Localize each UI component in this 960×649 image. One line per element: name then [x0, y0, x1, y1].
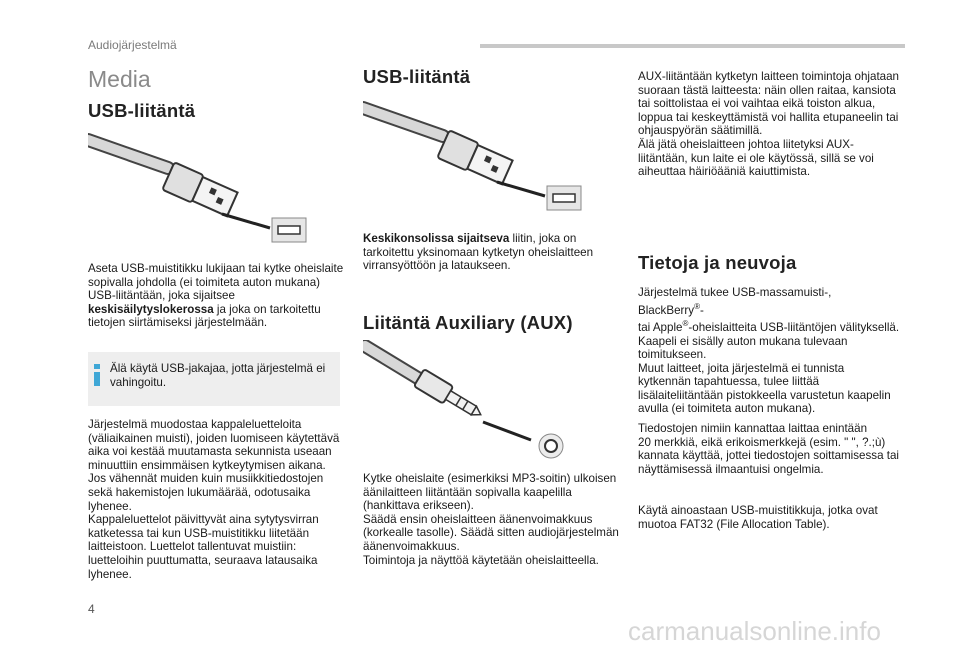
section-label: Audiojärjestelmä [88, 38, 177, 52]
info-box [88, 352, 340, 406]
tips-fat32: Käytä ainoastaan USB-muistitikkuja, jotka ovat muotoa FAT32 (File Allocation Table). [638, 504, 878, 531]
usb-heading-col1: USB-liitäntä [88, 100, 196, 121]
svg-text:carmanualsonline.info: carmanualsonline.info [628, 616, 881, 646]
aux-jack-illustration [363, 340, 603, 460]
page-number: 4 [88, 602, 95, 616]
page-title: Media [88, 66, 151, 92]
tips-filenames: Tiedostojen nimiin kannattaa laittaa enintään 20 merkkiä, eikä erikoismerkkejä (esim. " ", ?.;ù) kannata käyttää, jottei tiedostojen soittamisessa tai näyttämisessä ilmaantuisi ongelmia. [638, 422, 900, 476]
usb-plug-illustration [88, 128, 328, 246]
info-icon [94, 364, 100, 386]
usb-plug-illustration-2 [363, 96, 603, 214]
tips-heading: Tietoja ja neuvoja [638, 252, 797, 273]
tips-compatibility: Järjestelmä tukee USB-massamuisti-, BlackBerry®- tai Apple®-oheislaitteita USB-liitäntöjen välityksellä. Kaapeli ei sisälly auton mukana tulevaan toimitukseen. Muut laitteet, joita järjestelmä ei tunnista kytkennän tapahtuessa, tulee liittää lisälaiteliitäntään pistokkeella varustetun kaapelin avulla (ei toimiteta auton mukana). [638, 286, 900, 416]
usb-charging-description: Keskikonsolissa sijaitseva liitin, joka on tarkoitettu yksinomaan kytketyn oheislaitteen virransyöttöön ja lataukseen. [363, 232, 594, 273]
aux-heading: Liitäntä Auxiliary (AUX) [363, 312, 573, 333]
usb-description: Aseta USB-muistitikku lukijaan tai kytke oheislaite sopivalla johdolla (ei toimiteta auton mukana) USB-liitäntään, joka sijaitsee keskisäilytyslokerossa ja joka on tarkoitettu tietojen siirtämiseksi järjestelmään. [88, 262, 344, 330]
info-text: Älä käytä USB-jakajaa, jotta järjestelmä ei vahingoitu. [110, 362, 326, 389]
aux-description: Kytke oheislaite (esimerkiksi MP3-soitin) ulkoisen äänilaitteen liitäntään sopivalla kaapelilla (hankittava erikseen). Säädä ensin oheislaitteen äänenvoimakkuus (korkealle tasolle). Säädä sitten audiojärjestelmän äänenvoimakkuus. Toimintoja ja näyttöä käytetään oheislaitteella. [363, 472, 619, 567]
header-divider [480, 44, 905, 48]
playlist-description: Järjestelmä muodostaa kappaleluetteloita (väliaikainen muisti), joiden luomiseen käytettävä aika voi kestää muutamasta sekunnista useaan minuuttiin ensimmäisen kytkeytymisen aikana. Jos vähennät muiden kuin musiikkitiedostojen sekä hakemistojen lukumäärää, odotusaika lyhenee. Kappaleluettelot päivittyvät aina sytytysvirran katketessa tai kun USB-muistitikku liitetään laitteistoon. Luettelot tallentuvat muistiin: luetteloihin puuttumatta, seuraava latausaika lyhenee. [88, 418, 340, 581]
aux-control-description: AUX-liitäntään kytketyn laitteen toimintoja ohjataan suoraan tästä laitteesta: näin ollen raitaa, kansiota tai soittolistaa ei voi vaihtaa eikä toiston alkua, loppua tai keskeyttämistä voi hallita etupaneelin tai ohjauspyörän säätimillä. Älä jätä oheislaitteen johtoa liitetyksi AUX-liitäntään, kun laite ei ole käytössä, sillä se voi aiheuttaa häiriöääniä kaiuttimista. [638, 70, 900, 179]
watermark-logo [628, 616, 953, 646]
usb-heading-col2: USB-liitäntä [363, 66, 471, 87]
